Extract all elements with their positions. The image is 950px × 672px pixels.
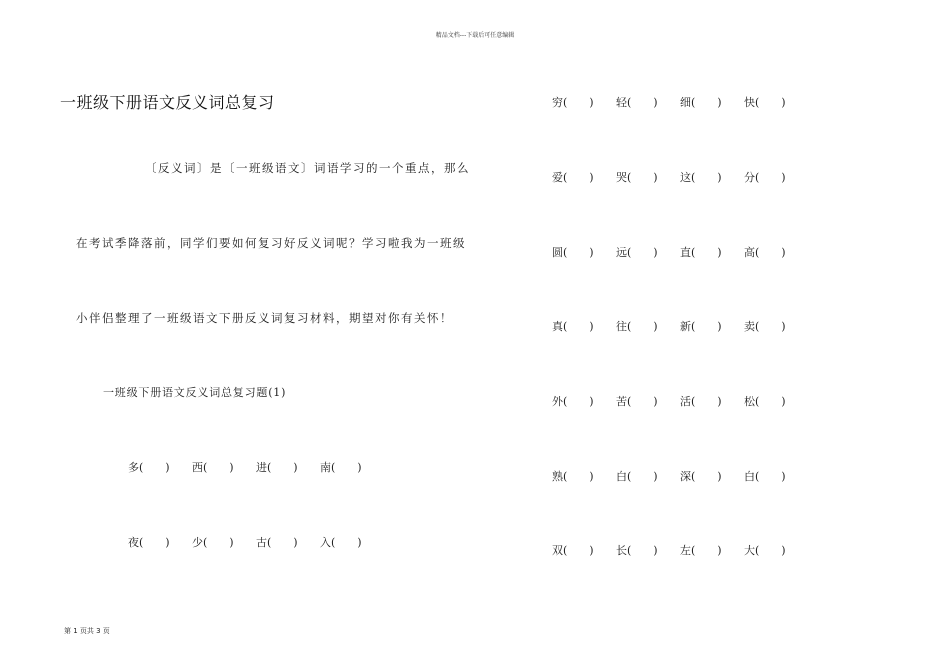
- antonym-item: [680, 393, 744, 409]
- right-row: [552, 468, 808, 484]
- antonym-word: 往: [616, 320, 627, 333]
- antonym-item: [744, 542, 808, 558]
- close-paren: ): [589, 394, 594, 408]
- antonym-word: 左: [680, 544, 691, 557]
- open-paren: (: [267, 535, 272, 549]
- open-paren: (: [563, 543, 568, 557]
- antonym-word: 真: [552, 320, 563, 333]
- antonym-word: 直: [680, 246, 691, 259]
- answer-blank: [755, 544, 793, 557]
- open-paren: (: [691, 543, 696, 557]
- intro-line-2: 在考试季降落前，同学们要如何复习好反义词呢？学习啦我为一班级: [76, 236, 466, 250]
- close-paren: ): [589, 170, 594, 184]
- answer-blank: [691, 320, 729, 333]
- antonym-item: [192, 534, 256, 550]
- close-paren: ): [653, 394, 658, 408]
- open-paren: (: [563, 170, 568, 184]
- antonym-item: [616, 468, 680, 484]
- antonym-item: [680, 94, 744, 110]
- open-paren: (: [755, 245, 760, 259]
- open-paren: (: [203, 460, 208, 474]
- antonym-item: [744, 169, 808, 185]
- close-paren: ): [229, 535, 234, 549]
- antonym-word: 多: [128, 461, 139, 474]
- open-paren: (: [755, 319, 760, 333]
- answer-blank: [563, 96, 601, 109]
- close-paren: ): [717, 95, 722, 109]
- answer-blank: [563, 544, 601, 557]
- open-paren: (: [331, 535, 336, 549]
- answer-blank: [563, 470, 601, 483]
- open-paren: (: [563, 469, 568, 483]
- answer-blank: [755, 470, 793, 483]
- open-paren: (: [755, 543, 760, 557]
- antonym-item: [680, 318, 744, 334]
- right-row: [552, 94, 808, 110]
- close-paren: ): [717, 394, 722, 408]
- close-paren: ): [653, 543, 658, 557]
- antonym-word: 新: [680, 320, 691, 333]
- antonym-word: 少: [192, 536, 203, 549]
- close-paren: ): [589, 245, 594, 259]
- open-paren: (: [691, 394, 696, 408]
- open-paren: (: [203, 535, 208, 549]
- antonym-item: [320, 534, 384, 550]
- close-paren: ): [717, 245, 722, 259]
- antonym-word: 双: [552, 544, 563, 557]
- antonym-item: [616, 318, 680, 334]
- antonym-item: [680, 244, 744, 260]
- right-row: [552, 318, 808, 334]
- open-paren: (: [627, 95, 632, 109]
- antonym-word: 高: [744, 246, 755, 259]
- antonym-item: [552, 169, 616, 185]
- open-paren: (: [691, 170, 696, 184]
- answer-blank: [267, 461, 305, 474]
- open-paren: (: [627, 319, 632, 333]
- answer-blank: [691, 96, 729, 109]
- open-paren: (: [755, 170, 760, 184]
- open-paren: (: [627, 170, 632, 184]
- answer-blank: [755, 96, 793, 109]
- close-paren: ): [293, 535, 298, 549]
- antonym-word: 深: [680, 470, 691, 483]
- right-row: [552, 169, 808, 185]
- open-paren: (: [691, 469, 696, 483]
- antonym-item: [680, 468, 744, 484]
- antonym-item: [680, 169, 744, 185]
- antonym-word: 白: [744, 470, 755, 483]
- close-paren: ): [781, 319, 786, 333]
- antonym-word: 长: [616, 544, 627, 557]
- answer-blank: [627, 96, 665, 109]
- answer-blank: [691, 395, 729, 408]
- open-paren: (: [267, 460, 272, 474]
- left-row: [128, 459, 384, 475]
- close-paren: ): [781, 543, 786, 557]
- close-paren: ): [653, 319, 658, 333]
- close-paren: ): [717, 319, 722, 333]
- antonym-item: [552, 244, 616, 260]
- answer-blank: [627, 544, 665, 557]
- open-paren: (: [755, 394, 760, 408]
- antonym-word: 卖: [744, 320, 755, 333]
- antonym-item: [128, 534, 192, 550]
- document-title: 一班级下册语文反义词总复习: [60, 93, 275, 112]
- antonym-item: [128, 459, 192, 475]
- antonym-item: [744, 244, 808, 260]
- antonym-item: [552, 542, 616, 558]
- antonym-word: 西: [192, 461, 203, 474]
- antonym-word: 分: [744, 171, 755, 184]
- close-paren: ): [589, 319, 594, 333]
- answer-blank: [203, 536, 241, 549]
- close-paren: ): [357, 535, 362, 549]
- antonym-word: 快: [744, 96, 755, 109]
- answer-blank: [755, 171, 793, 184]
- answer-blank: [691, 246, 729, 259]
- close-paren: ): [653, 245, 658, 259]
- answer-blank: [691, 171, 729, 184]
- open-paren: (: [563, 319, 568, 333]
- antonym-item: [744, 468, 808, 484]
- antonym-word: 圆: [552, 246, 563, 259]
- close-paren: ): [781, 170, 786, 184]
- answer-blank: [691, 544, 729, 557]
- answer-blank: [563, 395, 601, 408]
- antonym-word: 大: [744, 544, 755, 557]
- close-paren: ): [293, 460, 298, 474]
- intro-line-1: 〔反义词〕是〔一班级语文〕词语学习的一个重点，那么: [145, 161, 470, 175]
- intro-line-3: 小伴侣整理了一班级语文下册反义词复习材料，期望对你有关怀！: [76, 311, 453, 325]
- close-paren: ): [781, 95, 786, 109]
- close-paren: ): [165, 460, 170, 474]
- answer-blank: [627, 470, 665, 483]
- close-paren: ): [717, 543, 722, 557]
- antonym-item: [744, 94, 808, 110]
- page-header: 精品文档---下载后可任意编辑: [435, 32, 515, 39]
- antonym-word: 松: [744, 395, 755, 408]
- answer-blank: [331, 461, 369, 474]
- antonym-word: 活: [680, 395, 691, 408]
- answer-blank: [267, 536, 305, 549]
- antonym-item: [616, 244, 680, 260]
- antonym-word: 爱: [552, 171, 563, 184]
- open-paren: (: [691, 245, 696, 259]
- open-paren: (: [563, 394, 568, 408]
- antonym-item: [256, 459, 320, 475]
- close-paren: ): [653, 95, 658, 109]
- antonym-word: 夜: [128, 536, 139, 549]
- left-row: [128, 534, 384, 550]
- antonym-word: 熟: [552, 470, 563, 483]
- antonym-item: [256, 534, 320, 550]
- antonym-word: 哭: [616, 171, 627, 184]
- answer-blank: [691, 470, 729, 483]
- antonym-word: 白: [616, 470, 627, 483]
- answer-blank: [755, 395, 793, 408]
- antonym-item: [320, 459, 384, 475]
- close-paren: ): [589, 95, 594, 109]
- open-paren: (: [563, 245, 568, 259]
- antonym-item: [680, 542, 744, 558]
- antonym-word: 远: [616, 246, 627, 259]
- close-paren: ): [229, 460, 234, 474]
- antonym-word: 南: [320, 461, 331, 474]
- open-paren: (: [139, 460, 144, 474]
- answer-blank: [627, 395, 665, 408]
- antonym-item: [192, 459, 256, 475]
- open-paren: (: [755, 95, 760, 109]
- close-paren: ): [589, 469, 594, 483]
- antonym-word: 古: [256, 536, 267, 549]
- answer-blank: [755, 246, 793, 259]
- page-footer: 第 1 页共 3 页: [64, 627, 110, 635]
- antonym-word: 入: [320, 536, 331, 549]
- right-row: [552, 393, 808, 409]
- answer-blank: [139, 461, 177, 474]
- answer-blank: [627, 320, 665, 333]
- close-paren: ): [653, 170, 658, 184]
- antonym-word: 穷: [552, 96, 563, 109]
- antonym-item: [552, 393, 616, 409]
- answer-blank: [563, 320, 601, 333]
- open-paren: (: [627, 469, 632, 483]
- close-paren: ): [165, 535, 170, 549]
- antonym-item: [616, 94, 680, 110]
- antonym-item: [616, 169, 680, 185]
- open-paren: (: [627, 245, 632, 259]
- answer-blank: [139, 536, 177, 549]
- close-paren: ): [781, 245, 786, 259]
- antonym-item: [616, 542, 680, 558]
- close-paren: ): [717, 469, 722, 483]
- answer-blank: [331, 536, 369, 549]
- exercise-title: 一班级下册语文反义词总复习题(1): [103, 386, 287, 399]
- antonym-item: [552, 318, 616, 334]
- antonym-word: 进: [256, 461, 267, 474]
- close-paren: ): [717, 170, 722, 184]
- antonym-word: 苦: [616, 395, 627, 408]
- close-paren: ): [781, 469, 786, 483]
- answer-blank: [203, 461, 241, 474]
- open-paren: (: [139, 535, 144, 549]
- right-row: [552, 542, 808, 558]
- antonym-item: [616, 393, 680, 409]
- antonym-word: 这: [680, 171, 691, 184]
- answer-blank: [563, 246, 601, 259]
- close-paren: ): [781, 394, 786, 408]
- antonym-item: [744, 393, 808, 409]
- antonym-item: [744, 318, 808, 334]
- antonym-word: 细: [680, 96, 691, 109]
- answer-blank: [627, 246, 665, 259]
- antonym-word: 轻: [616, 96, 627, 109]
- antonym-word: 外: [552, 395, 563, 408]
- antonym-item: [552, 94, 616, 110]
- answer-blank: [563, 171, 601, 184]
- open-paren: (: [627, 394, 632, 408]
- open-paren: (: [627, 543, 632, 557]
- antonym-item: [552, 468, 616, 484]
- close-paren: ): [589, 543, 594, 557]
- open-paren: (: [563, 95, 568, 109]
- right-row: [552, 244, 808, 260]
- open-paren: (: [691, 319, 696, 333]
- answer-blank: [755, 320, 793, 333]
- close-paren: ): [357, 460, 362, 474]
- open-paren: (: [331, 460, 336, 474]
- close-paren: ): [653, 469, 658, 483]
- open-paren: (: [755, 469, 760, 483]
- open-paren: (: [691, 95, 696, 109]
- answer-blank: [627, 171, 665, 184]
